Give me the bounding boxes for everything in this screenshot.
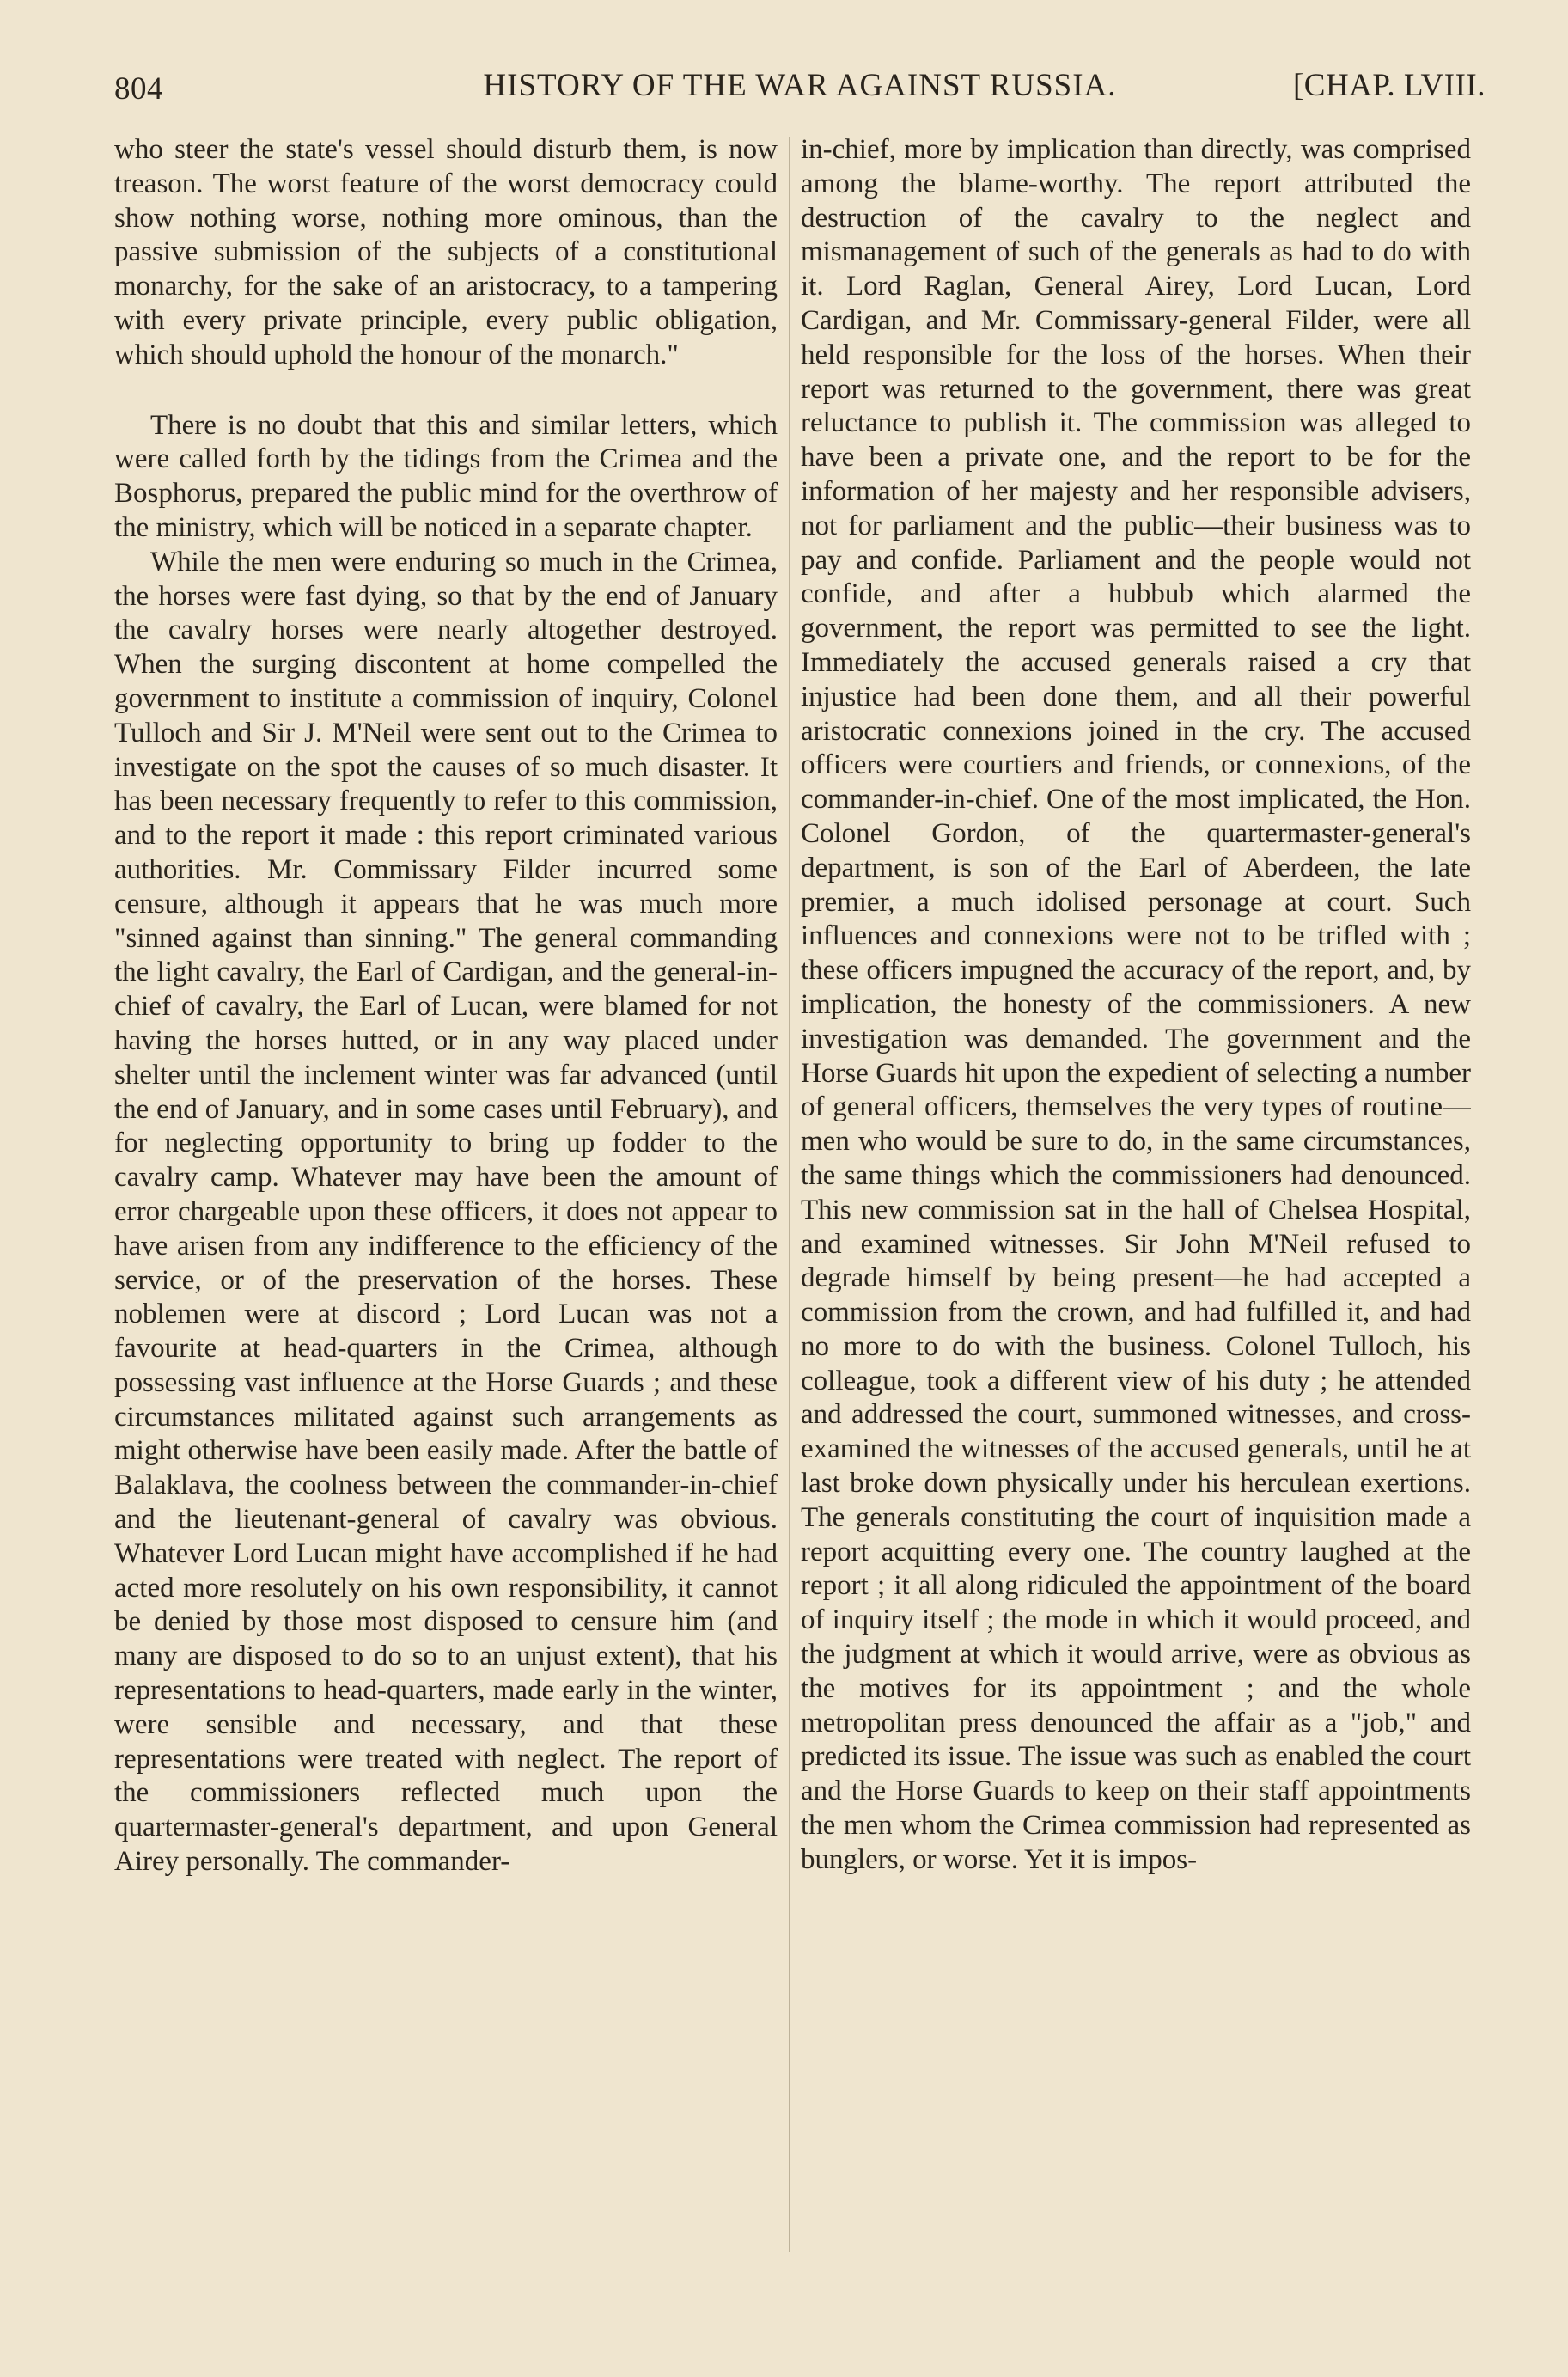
paragraph-continued: in-chief, more by implication than directly, was comprised among the blame-worthy. The report attributed the destruction of the cavalry to the neglect and mismanagement of such of the generals as had to do with it. Lord Raglan, General Airey, Lord Lucan, Lord Cardigan, and Mr. Commissary-general Filder, were all held responsible for the loss of the horses. When their report was returned to the government, there was great reluctance to publish it. The commission was alleged to have been a private one, and the report to be for the information of her majesty and her responsible advisers, not for parliament and the public—their business was to pay and confide. Parliament and the people would not confide, and after a hubbub which alarmed the government, the report was permitted to see the light. Immediately the accused generals raised a cry that injustice had been done them, and all their powerful aristocratic connexions joined in the cry. The accused officers were courtiers and friends, or connexions, of the commander-in-chief. One of the most implicated, the Hon. Colonel Gordon, of the quartermaster-general's department, is son of the Earl of Aberdeen, the late premier, a much idolised personage at court. Such influences and connexions were not to be trifled with ; these officers impugned the accuracy of the report, and, by implication, the honesty of the commissioners. A new investigation was demanded. The government and the Horse Guards hit upon the expedient of selecting a number of general officers, themselves the very types of routine—men who would be sure to do, in the same circumstances, the same things which the commissioners had denounced. This new commission sat in the hall of Chelsea Hospital, and examined witnesses. Sir John M'Neil refused to degrade himself by being present—he had accepted a commission from the crown, and had fulfilled it, and had no more to do with the business. Colonel Tulloch, his colleague, took a different view of his duty ; he attended and addressed the court, summoned witnesses, and cross-examined the witnesses of the accused generals, until he at last broke down physically under his herculean exertions. The generals constituting the court of inquisition made a report acquitting every one. The country laughed at the report ; it all along ridiculed the appointment of the board of inquiry itself ; the mode in which it would proceed, and the judgment at which it would arrive, were as obvious as the motives for its appointment ; and the whole metropolitan press denounced the affair as a "job," and predicted its issue. The issue was such as enabled the court and the Horse Guards to keep on their staff appointments the men whom the Crimea commission had represented as bunglers, or worse. Yet it is impos- — [801, 134, 1471, 1875]
page-number: 804 — [114, 71, 163, 107]
right-column — [801, 133, 1471, 2256]
column-divider — [789, 137, 790, 2252]
running-header — [114, 64, 1486, 115]
paragraph-horses: While the men were enduring so much in the Crimea, the horses were fast dying, so that by the end of January the cavalry horses were nearly altogether destroyed. When the surging discontent at home compelled the government to institute a commission of inquiry, Colonel Tulloch and Sir J. M'Neil were sent out to the Crimea to investigate on the spot the causes of so much disaster. It has been necessary frequently to refer to this commission, and to the report it made : this report criminated various authorities. Mr. Commissary Filder incurred some censure, although it appears that he was much more "sinned against than sinning." The general commanding the light cavalry, the Earl of Cardigan, and the general-in-chief of cavalry, the Earl of Lucan, were blamed for not having the horses hutted, or in any way placed under shelter until the inclement winter was far advanced (until the end of January, and in some cases until February), and for neglecting opportunity to bring up fodder to the cavalry camp. Whatever may have been the amount of error chargeable upon these officers, it does not appear to have arisen from any indifference to the efficiency of the service, or of the preservation of the horses. These noblemen were at discord ; Lord Lucan was not a favourite at head-quarters in the Crimea, although possessing vast influence at the Horse Guards ; and these circumstances militated against such arrangements as might otherwise have been easily made. After the battle of Balaklava, the coolness between the commander-in-chief and the lieutenant-general of cavalry was obvious. Whatever Lord Lucan might have accomplished if he had acted more resolutely on his own responsibility, it cannot be denied by those most disposed to censure him (and many are disposed to do so to an unjust extent), that his representations to head-quarters, made early in the winter, were sensible and necessary, and that these representations were treated with neglect. The report of the commissioners reflected much upon the quartermaster-general's department, and upon General Airey personally. The commander- — [114, 546, 778, 1878]
quote-end-paragraph: who steer the state's vessel should disturb them, is now treason. The worst feature of the worst democracy could show nothing worse, nothing more ominous, than the passive submission of the subjects of a constitutional monarchy, for the sake of an aristocracy, to a tampering with every private principle, every public obligation, which should uphold the honour of the monarch." — [114, 134, 778, 370]
paragraph-tidings: There is no doubt that this and similar letters, which were called forth by the tidings from the Crimea and the Bosphorus, prepared the public mind for the overthrow of the ministry, which will be noticed in a separate chapter. — [114, 409, 778, 543]
running-title: HISTORY OF THE WAR AGAINST RUSSIA. — [483, 68, 1117, 103]
chapter-label: [CHAP. LVIII. — [1292, 68, 1486, 103]
left-column — [114, 133, 778, 2256]
